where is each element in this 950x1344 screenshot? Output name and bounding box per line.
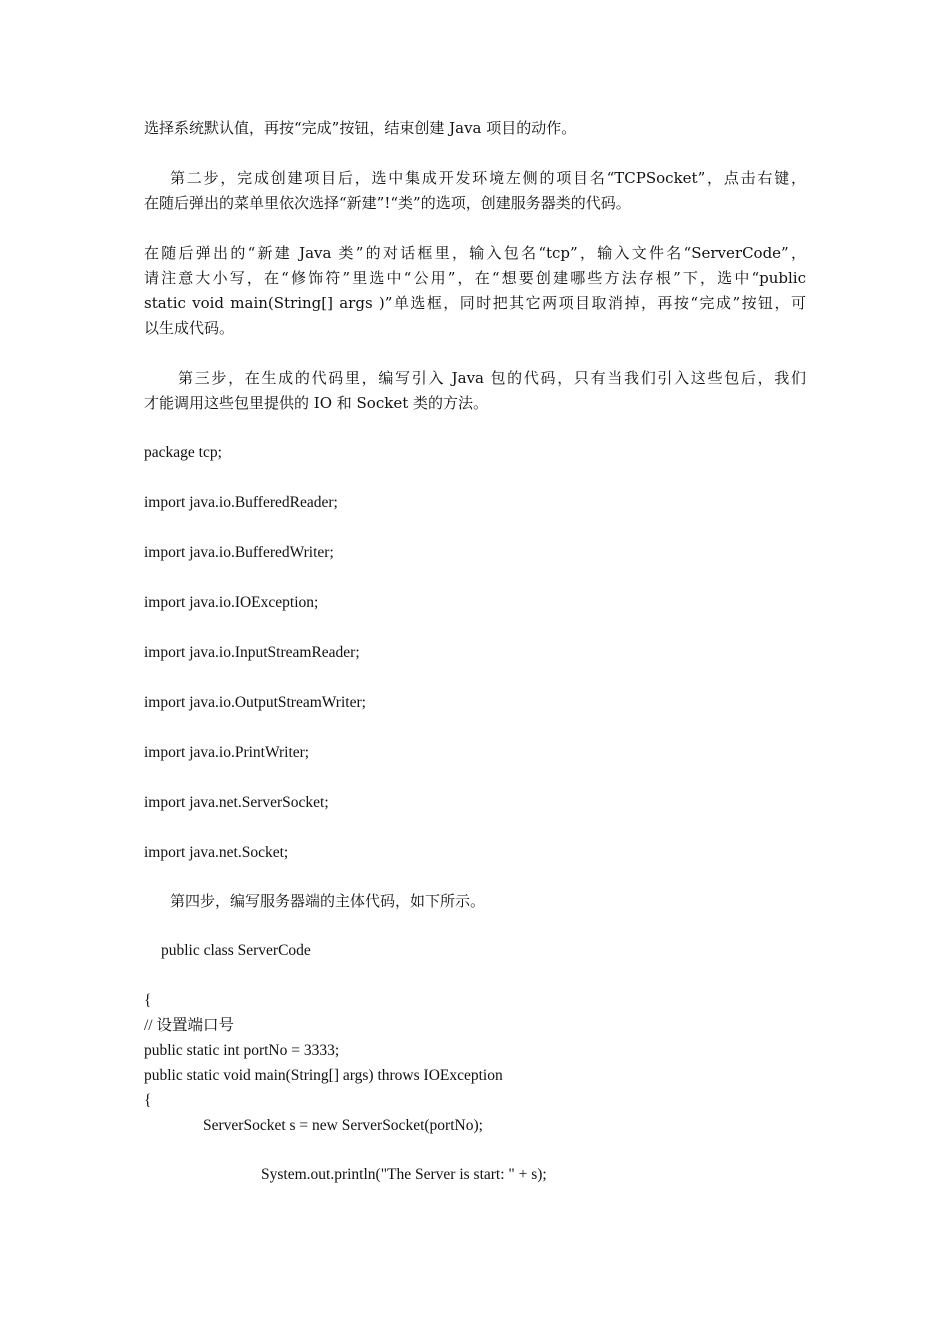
code-println-line: System.out.println("The Server is start: " + s); xyxy=(261,1166,547,1183)
paragraph-step3-line1: 第三步，在生成的代码里，编写引入 Java 包的代码，只有当我们引入这些包后，我们 xyxy=(178,369,806,387)
code-port-declaration: public static int portNo = 3333; xyxy=(144,1042,340,1059)
paragraph-step2-line2: 在随后弹出的菜单里依次选择“新建”!“类”的选项，创建服务器类的代码。 xyxy=(144,194,631,212)
paragraph-dialog-line3: static void main(String[] args )”单选框，同时把其它两项目取消掉，再按“完成”按钮，可 xyxy=(144,294,806,312)
code-open-brace: { xyxy=(144,992,152,1009)
paragraph-step-default: 选择系统默认值，再按“完成”按钮，结束创建 Java 项目的动作。 xyxy=(144,119,577,137)
code-import-line: import java.io.InputStreamReader; xyxy=(144,644,360,661)
code-import-line: import java.io.BufferedWriter; xyxy=(144,544,334,561)
paragraph-step3-line2: 才能调用这些包里提供的 IO 和 Socket 类的方法。 xyxy=(144,394,488,412)
code-import-line: import java.io.OutputStreamWriter; xyxy=(144,694,366,711)
paragraph-step4: 第四步，编写服务器端的主体代码，如下所示。 xyxy=(170,892,486,910)
code-main-declaration: public static void main(String[] args) throws IOException xyxy=(144,1067,503,1084)
code-import-line: import java.io.IOException; xyxy=(144,594,319,611)
paragraph-dialog-line1: 在随后弹出的“新建 Java 类”的对话框里，输入包名“tcp”，输入文件名“ServerCode”， xyxy=(144,244,806,262)
paragraph-dialog-line2: 请注意大小写，在“修饰符”里选中“公用”，在“想要创建哪些方法存根”下，选中“public xyxy=(144,269,806,287)
code-import-line: import java.io.BufferedReader; xyxy=(144,494,338,511)
code-class-declaration: public class ServerCode xyxy=(161,942,311,959)
code-server-socket-line: ServerSocket s = new ServerSocket(portNo); xyxy=(203,1117,483,1134)
code-package-line: package tcp; xyxy=(144,444,222,461)
code-comment-port: // 设置端口号 xyxy=(144,1017,234,1034)
code-import-line: import java.net.Socket; xyxy=(144,844,289,861)
code-import-line: import java.io.PrintWriter; xyxy=(144,744,310,761)
paragraph-step2-line1: 第二步，完成创建项目后，选中集成开发环境左侧的项目名“TCPSocket”，点击右键， xyxy=(170,169,806,187)
code-import-line: import java.net.ServerSocket; xyxy=(144,794,329,811)
paragraph-dialog-line4: 以生成代码。 xyxy=(144,319,235,337)
code-open-brace: { xyxy=(144,1092,152,1109)
